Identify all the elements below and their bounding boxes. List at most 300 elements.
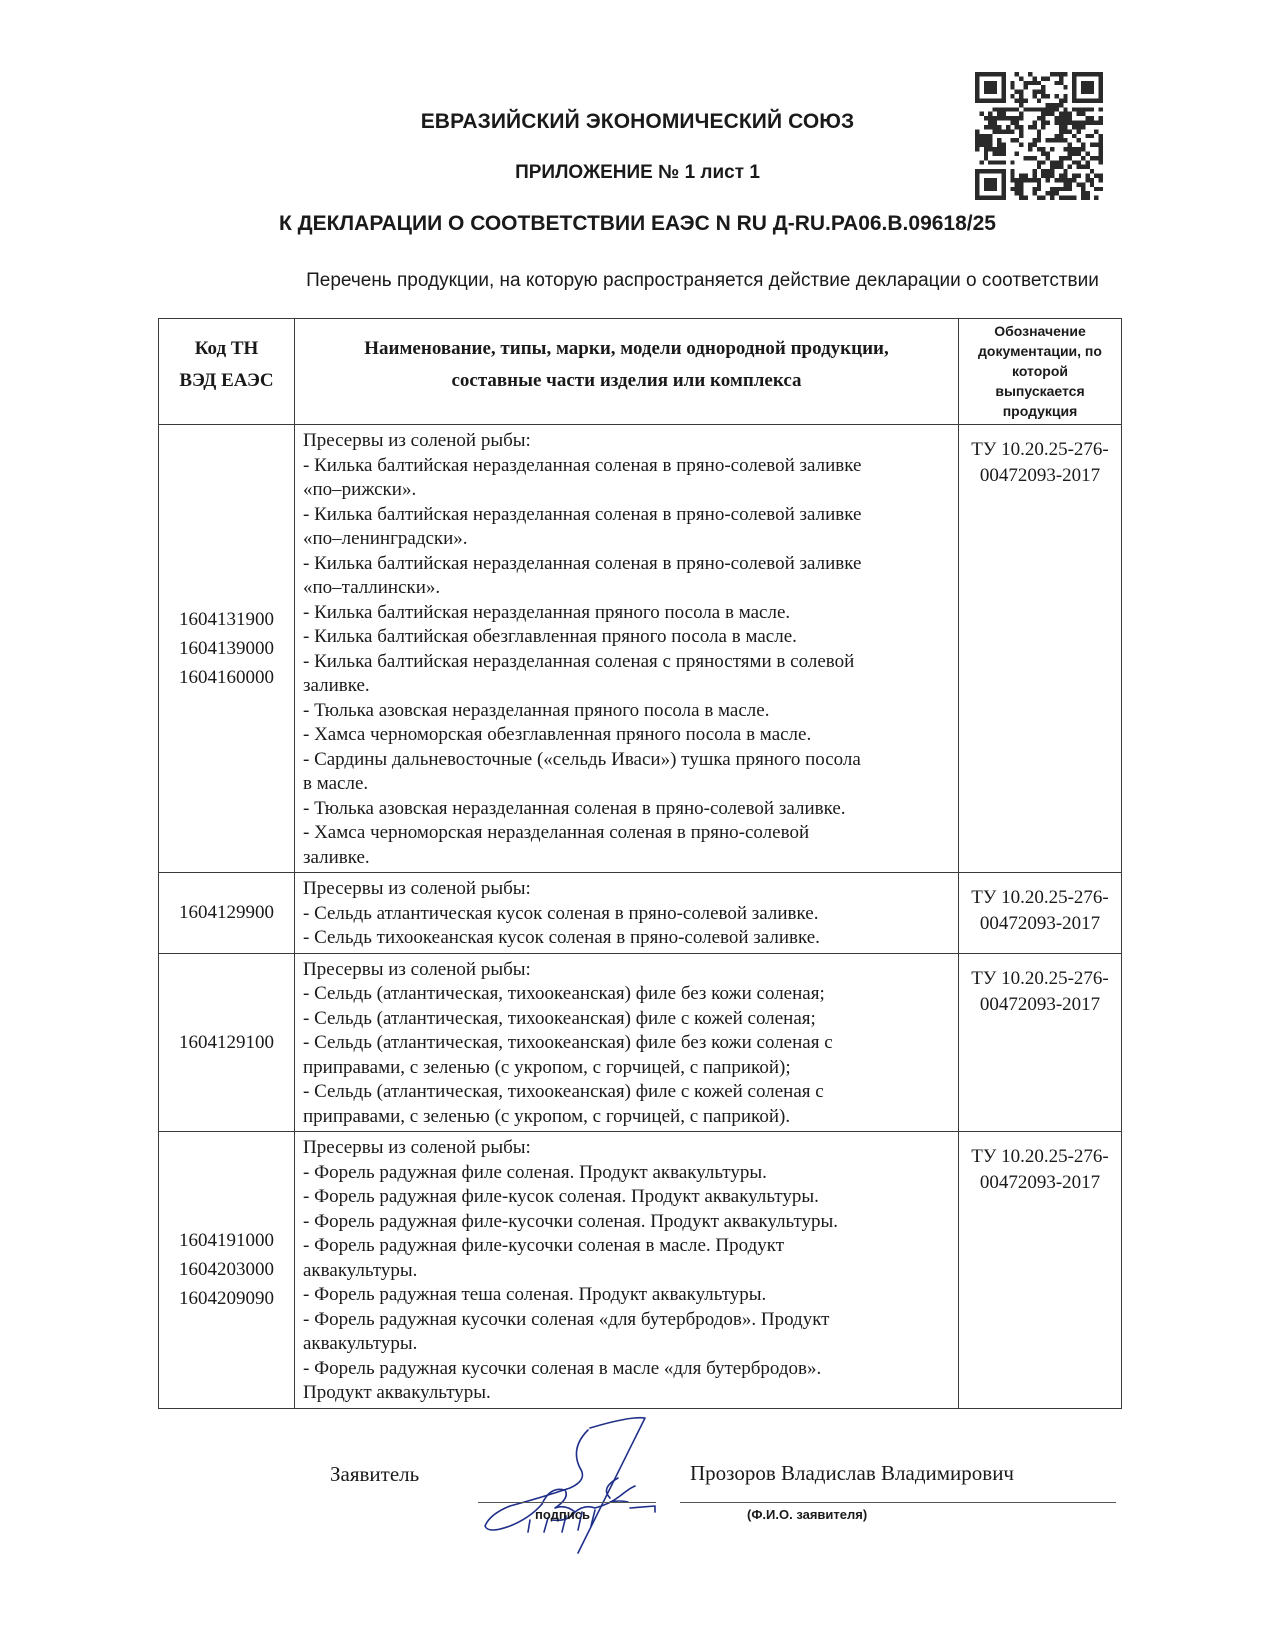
qr-module	[1024, 81, 1028, 85]
product-group-title: Пресервы из соленой рыбы:	[303, 958, 531, 980]
qr-module	[1068, 129, 1072, 133]
table-row	[159, 953, 1122, 1132]
qr-module	[1041, 85, 1045, 89]
product-line: - Килька балтийская неразделанная пряного посола в масле.	[303, 601, 791, 623]
qr-module	[1072, 98, 1076, 102]
qr-module	[1072, 196, 1076, 200]
qr-module	[1077, 72, 1081, 76]
product-line: - Сельдь атлантическая кусок соленая в пряно-солевой заливке.	[303, 902, 819, 924]
hs-code: 1604139000	[179, 638, 274, 659]
qr-module	[1024, 156, 1028, 160]
qr-module	[993, 196, 997, 200]
qr-module	[1050, 191, 1054, 195]
qr-module	[1015, 116, 1019, 120]
qr-module	[1059, 178, 1063, 182]
qr-module	[1063, 129, 1067, 133]
qr-module	[1054, 81, 1058, 85]
qr-module	[988, 85, 992, 89]
row-codes	[159, 1132, 295, 1409]
qr-module	[1028, 143, 1032, 147]
qr-module	[997, 129, 1001, 133]
qr-module	[1001, 81, 1005, 85]
product-line: - Форель радужная филе-кусочки соленая. Продукт аквакультуры.	[303, 1210, 839, 1232]
qr-module	[1059, 196, 1063, 200]
hs-code: 1604191000	[179, 1230, 274, 1252]
qr-module	[993, 125, 997, 129]
qr-module	[984, 125, 988, 129]
qr-module	[1059, 98, 1063, 102]
qr-module	[1024, 107, 1028, 111]
product-line: - Сельдь тихоокеанская кусок соленая в пряно-солевой заливке.	[303, 927, 820, 948]
qr-module	[1028, 147, 1032, 151]
qr-code-icon	[975, 72, 1103, 200]
qr-module	[988, 125, 992, 129]
qr-module	[993, 121, 997, 125]
qr-module	[1099, 85, 1103, 89]
qr-module	[988, 147, 992, 151]
qr-module	[1085, 151, 1089, 155]
qr-module	[1050, 72, 1054, 76]
qr-module	[975, 143, 979, 147]
row-documentation	[959, 873, 1122, 954]
qr-module	[1001, 129, 1005, 133]
product-line: - Форель радужная филе-кусочки соленая в масле. Продукт	[303, 1235, 785, 1256]
qr-module	[1081, 191, 1085, 195]
doc-reference: ТУ 10.20.25-276-	[971, 1146, 1109, 1167]
row-documentation	[959, 1132, 1122, 1409]
qr-module	[1068, 147, 1072, 151]
header-code: Код ТН ВЭД ЕАЭС	[159, 319, 295, 425]
qr-module	[1099, 76, 1103, 80]
qr-module	[1085, 160, 1089, 164]
qr-module	[993, 151, 997, 155]
qr-module	[1068, 187, 1072, 191]
qr-module	[997, 112, 1001, 116]
qr-module	[984, 72, 988, 76]
row-documentation	[959, 953, 1122, 1132]
qr-module	[1063, 121, 1067, 125]
qr-module	[984, 90, 988, 94]
qr-module	[1099, 121, 1103, 125]
qr-module	[1019, 187, 1023, 191]
qr-module	[1037, 187, 1041, 191]
qr-module	[1032, 138, 1036, 142]
qr-module	[1032, 90, 1036, 94]
qr-module	[1028, 72, 1032, 76]
qr-module	[984, 187, 988, 191]
qr-module	[1094, 143, 1098, 147]
qr-module	[1019, 191, 1023, 195]
qr-module	[988, 169, 992, 173]
qr-module	[1046, 151, 1050, 155]
qr-module	[1010, 160, 1014, 164]
qr-module	[1041, 90, 1045, 94]
qr-module	[1024, 98, 1028, 102]
qr-module	[1001, 169, 1005, 173]
qr-module	[1090, 143, 1094, 147]
qr-module	[1099, 107, 1103, 111]
qr-module	[1054, 94, 1058, 98]
qr-module	[997, 107, 1001, 111]
qr-module	[988, 187, 992, 191]
qr-module	[1054, 107, 1058, 111]
qr-module	[993, 72, 997, 76]
qr-module	[1037, 107, 1041, 111]
qr-module	[975, 169, 979, 173]
qr-module	[1019, 174, 1023, 178]
qr-module	[1037, 98, 1041, 102]
qr-module	[1001, 151, 1005, 155]
qr-module	[1041, 116, 1045, 120]
qr-module	[1050, 107, 1054, 111]
qr-module	[984, 85, 988, 89]
qr-module	[1063, 94, 1067, 98]
qr-module	[993, 129, 997, 133]
qr-module	[1015, 182, 1019, 186]
qr-module	[1094, 121, 1098, 125]
qr-module	[1032, 107, 1036, 111]
qr-module	[988, 98, 992, 102]
qr-module	[1068, 116, 1072, 120]
annex-title: ПРИЛОЖЕНИЕ № 1 лист 1	[515, 162, 760, 183]
qr-module	[1054, 138, 1058, 142]
qr-module	[1019, 98, 1023, 102]
qr-module	[1094, 156, 1098, 160]
qr-module	[1010, 81, 1014, 85]
qr-module	[1019, 178, 1023, 182]
qr-module	[1032, 81, 1036, 85]
qr-module	[975, 72, 979, 76]
qr-module	[1037, 134, 1041, 138]
qr-module	[1068, 156, 1072, 160]
product-line: аквакультуры.	[303, 1259, 418, 1281]
qr-module	[1077, 121, 1081, 125]
doc-reference: 00472093-2017	[979, 1172, 1101, 1193]
product-line: - Килька балтийская неразделанная соленая с пряностями в солевой	[303, 650, 855, 672]
qr-module	[1001, 72, 1005, 76]
qr-module	[1090, 90, 1094, 94]
qr-module	[1099, 156, 1103, 160]
qr-module	[1099, 134, 1103, 138]
qr-module	[993, 116, 997, 120]
qr-module	[1037, 81, 1041, 85]
qr-module	[1001, 112, 1005, 116]
qr-module	[993, 182, 997, 186]
qr-module	[1099, 151, 1103, 155]
qr-module	[975, 134, 979, 138]
qr-module	[1050, 112, 1054, 116]
qr-module	[1054, 121, 1058, 125]
qr-module	[1090, 116, 1094, 120]
table-row	[159, 1132, 1122, 1409]
qr-module	[1068, 112, 1072, 116]
qr-module	[1037, 138, 1041, 142]
qr-module	[1001, 90, 1005, 94]
qr-module	[1094, 196, 1098, 200]
qr-module	[1077, 182, 1081, 186]
qr-module	[1041, 112, 1045, 116]
qr-module	[1072, 85, 1076, 89]
qr-module	[1090, 121, 1094, 125]
qr-module	[1015, 138, 1019, 142]
qr-module	[1099, 98, 1103, 102]
qr-module	[988, 72, 992, 76]
qr-module	[1046, 178, 1050, 182]
qr-module	[1063, 116, 1067, 120]
qr-module	[1032, 178, 1036, 182]
qr-module	[1090, 85, 1094, 89]
qr-module	[979, 138, 983, 142]
qr-module	[1046, 121, 1050, 125]
qr-module	[984, 196, 988, 200]
qr-module	[988, 182, 992, 186]
qr-module	[1019, 134, 1023, 138]
qr-module	[1081, 156, 1085, 160]
qr-module	[1085, 165, 1089, 169]
qr-module	[997, 72, 1001, 76]
qr-module	[1046, 103, 1050, 107]
signature-line	[478, 1502, 656, 1503]
qr-module	[1094, 174, 1098, 178]
qr-module	[1090, 98, 1094, 102]
qr-module	[984, 134, 988, 138]
qr-module	[1072, 151, 1076, 155]
qr-module	[1028, 156, 1032, 160]
qr-module	[1068, 178, 1072, 182]
qr-module	[1050, 187, 1054, 191]
qr-module	[1063, 72, 1067, 76]
qr-module	[1028, 107, 1032, 111]
qr-module	[979, 98, 983, 102]
qr-module	[1090, 178, 1094, 182]
qr-module	[1099, 147, 1103, 151]
qr-module	[1077, 129, 1081, 133]
qr-module	[1063, 196, 1067, 200]
qr-module	[975, 147, 979, 151]
qr-module	[1059, 187, 1063, 191]
product-line: - Сельдь (атлантическая, тихоокеанская) филе без кожи соленая;	[303, 983, 825, 1004]
table-header-row	[159, 319, 1122, 425]
qr-module	[979, 196, 983, 200]
qr-module	[975, 187, 979, 191]
qr-module	[1032, 174, 1036, 178]
qr-module	[1085, 72, 1089, 76]
doc-reference: 00472093-2017	[979, 913, 1101, 934]
doc-reference: ТУ 10.20.25-276-	[971, 887, 1109, 908]
qr-module	[1015, 90, 1019, 94]
qr-module	[1054, 178, 1058, 182]
qr-module	[993, 85, 997, 89]
name-line	[680, 1502, 1116, 1503]
qr-module	[1010, 116, 1014, 120]
qr-module	[988, 160, 992, 164]
qr-module	[1063, 174, 1067, 178]
qr-module	[1010, 138, 1014, 142]
qr-module	[1019, 90, 1023, 94]
qr-module	[1085, 174, 1089, 178]
qr-module	[1037, 147, 1041, 151]
qr-module	[1063, 85, 1067, 89]
qr-module	[1041, 125, 1045, 129]
product-table	[158, 318, 1122, 1409]
product-line: аквакультуры.	[303, 1333, 418, 1354]
qr-module	[1032, 143, 1036, 147]
qr-module	[984, 98, 988, 102]
qr-module	[975, 98, 979, 102]
qr-module	[1001, 85, 1005, 89]
qr-module	[1019, 129, 1023, 133]
qr-module	[1037, 165, 1041, 169]
qr-module	[1024, 174, 1028, 178]
qr-module	[1046, 169, 1050, 173]
qr-module	[1046, 138, 1050, 142]
qr-module	[1046, 94, 1050, 98]
product-line: «по–ленинградски».	[303, 528, 468, 549]
qr-module	[1085, 121, 1089, 125]
qr-module	[997, 143, 1001, 147]
qr-module	[975, 182, 979, 186]
product-line: - Форель радужная филе соленая. Продукт аквакультуры.	[303, 1161, 767, 1183]
qr-module	[1015, 72, 1019, 76]
qr-module	[1094, 187, 1098, 191]
qr-module	[1063, 178, 1067, 182]
hs-code: 1604209090	[179, 1288, 274, 1310]
qr-module	[1054, 103, 1058, 107]
qr-module	[984, 147, 988, 151]
qr-module	[1041, 76, 1045, 80]
qr-module	[993, 90, 997, 94]
qr-module	[1063, 156, 1067, 160]
qr-module	[1006, 107, 1010, 111]
qr-module	[1010, 94, 1014, 98]
row-description	[295, 953, 959, 1132]
qr-module	[988, 134, 992, 138]
qr-module	[1050, 174, 1054, 178]
qr-module	[1081, 196, 1085, 200]
qr-module	[1077, 107, 1081, 111]
product-line: - Форель радужная теша соленая. Продукт аквакультуры.	[303, 1284, 767, 1305]
qr-module	[1054, 165, 1058, 169]
qr-module	[1081, 90, 1085, 94]
qr-module	[1028, 178, 1032, 182]
qr-module	[1099, 94, 1103, 98]
qr-module	[1081, 147, 1085, 151]
qr-module	[997, 151, 1001, 155]
qr-module	[993, 187, 997, 191]
qr-module	[1050, 147, 1054, 151]
qr-module	[1090, 72, 1094, 76]
qr-module	[1046, 76, 1050, 80]
product-line: Продукт аквакультуры.	[303, 1382, 491, 1403]
qr-module	[1077, 151, 1081, 155]
qr-module	[1090, 134, 1094, 138]
qr-module	[1059, 116, 1063, 120]
product-line: - Сельдь (атлантическая, тихоокеанская) филе с кожей соленая с	[303, 1081, 824, 1102]
qr-module	[984, 138, 988, 142]
qr-module	[993, 107, 997, 111]
table-row	[159, 873, 1122, 954]
name-caption: (Ф.И.О. заявителя)	[747, 1507, 868, 1522]
product-line: заливке.	[303, 846, 370, 868]
qr-module	[1054, 134, 1058, 138]
qr-module	[1077, 174, 1081, 178]
qr-module	[1041, 160, 1045, 164]
qr-module	[984, 182, 988, 186]
product-line: приправами, с зеленью (с укропом, с горчицей, с паприкой);	[303, 1056, 791, 1078]
qr-module	[984, 116, 988, 120]
qr-module	[1041, 151, 1045, 155]
qr-module	[1050, 138, 1054, 142]
applicant-label: Заявитель	[330, 1462, 420, 1486]
product-line: в масле.	[303, 773, 369, 794]
qr-module	[1001, 94, 1005, 98]
qr-module	[1037, 178, 1041, 182]
qr-module	[1090, 169, 1094, 173]
qr-module	[1037, 116, 1041, 120]
qr-module	[1068, 182, 1072, 186]
qr-module	[975, 81, 979, 85]
qr-module	[1085, 98, 1089, 102]
qr-module	[1099, 160, 1103, 164]
product-group-title: Пресервы из соленой рыбы:	[303, 878, 531, 899]
qr-module	[1081, 85, 1085, 89]
qr-module	[1054, 191, 1058, 195]
qr-module	[1068, 143, 1072, 147]
qr-module	[1059, 121, 1063, 125]
qr-module	[1010, 178, 1014, 182]
qr-module	[1001, 174, 1005, 178]
qr-module	[1077, 138, 1081, 142]
qr-module	[1099, 178, 1103, 182]
signature-caption: подпись	[535, 1507, 590, 1522]
doc-reference: ТУ 10.20.25-276-	[971, 967, 1109, 989]
qr-module	[1085, 81, 1089, 85]
qr-module	[997, 98, 1001, 102]
qr-module	[997, 147, 1001, 151]
qr-module	[1019, 116, 1023, 120]
product-line: - Хамса черноморская неразделанная соленая в пряно-солевой	[303, 822, 810, 843]
product-line: - Форель радужная кусочки соленая «для бутербродов». Продукт	[303, 1308, 830, 1330]
qr-module	[993, 98, 997, 102]
qr-module	[1059, 156, 1063, 160]
qr-module	[975, 178, 979, 182]
qr-module	[1032, 156, 1036, 160]
qr-module	[1068, 165, 1072, 169]
qr-module	[988, 81, 992, 85]
qr-module	[984, 169, 988, 173]
qr-module	[988, 143, 992, 147]
doc-reference: 00472093-2017	[979, 993, 1101, 1015]
organization-title: ЕВРАЗИЙСКИЙ ЭКОНОМИЧЕСКИЙ СОЮЗ	[420, 110, 855, 133]
qr-module	[993, 169, 997, 173]
qr-module	[1085, 116, 1089, 120]
product-line: - Килька балтийская неразделанная соленая в пряно-солевой заливке	[303, 552, 862, 574]
qr-module	[1001, 182, 1005, 186]
qr-module	[1046, 156, 1050, 160]
signature-image	[470, 1408, 690, 1558]
qr-module	[1015, 187, 1019, 191]
qr-module	[1090, 156, 1094, 160]
qr-module	[1010, 129, 1014, 133]
qr-module	[1085, 196, 1089, 200]
qr-module	[1041, 196, 1045, 200]
qr-module	[1099, 143, 1103, 147]
qr-module	[1054, 116, 1058, 120]
qr-module	[1072, 160, 1076, 164]
qr-module	[1094, 129, 1098, 133]
qr-module	[1085, 191, 1089, 195]
qr-module	[1072, 147, 1076, 151]
